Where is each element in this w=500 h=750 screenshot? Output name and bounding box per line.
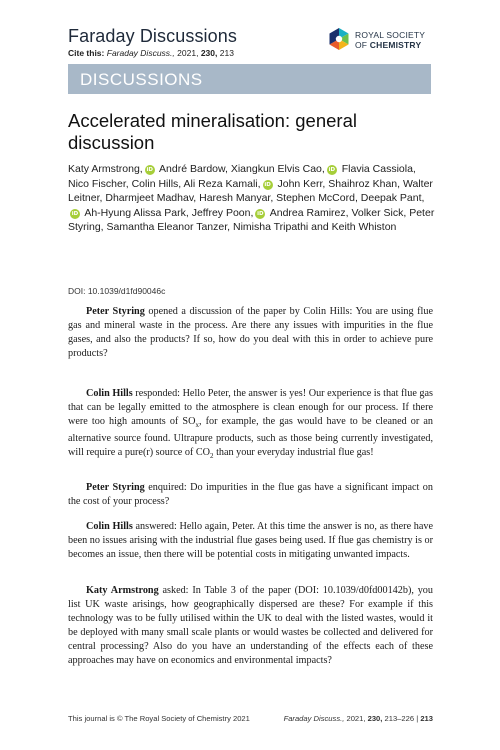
- author-text-2: André Bardow, Xiangkun Elvis Cao,: [159, 163, 325, 175]
- paragraph-text: enquired: Do impurities in the flue gas have a significant impact on the cost of your process?: [68, 482, 433, 508]
- rsc-line1: ROYAL SOCIETY: [355, 30, 426, 40]
- subscript-2: 2: [210, 452, 214, 461]
- banner-label: DISCUSSIONS: [80, 70, 203, 89]
- author-text-6: Andrea Ramirez, Volker Sick, Peter Styring, Samantha Eleanor Tanzer, Nimisha Tripathi and Keith Whiston: [68, 206, 435, 233]
- section-banner: [68, 64, 431, 94]
- citation-line: [68, 48, 234, 58]
- paragraph-2: [68, 387, 433, 464]
- orcid-icon[interactable]: iD: [146, 167, 153, 173]
- speaker-name: Peter Styring: [86, 482, 145, 493]
- author-text-3: Flavia Cassiola, Nico Fischer, Colin Hills, Ali Reza Kamali,: [68, 163, 416, 190]
- author-list: [68, 162, 438, 235]
- paragraph-text-2: , for example, the gas would have to be cleaned or an alternative source found. Ultrapure products, such as those being currently investigated, will require a pure(r) source of CO: [68, 416, 433, 459]
- orcid-icon[interactable]: iD: [71, 210, 79, 217]
- speaker-name: Colin Hills: [86, 388, 133, 399]
- rsc-line2: [355, 40, 425, 50]
- paragraph-3: [68, 481, 433, 509]
- rsc-chemistry: CHEMISTRY: [369, 40, 422, 50]
- author-text-1: Katy Armstrong,: [68, 163, 143, 175]
- cite-volume: 230,: [200, 48, 218, 58]
- speaker-name: Katy Armstrong: [86, 585, 159, 596]
- cite-journal: Faraday Discuss.,: [106, 48, 175, 58]
- paragraph-4: [68, 520, 433, 562]
- footer-separator: |: [416, 714, 419, 723]
- footer-volume: 230,: [367, 714, 383, 723]
- author-text-5: Ah-Hyung Alissa Park, Jeffrey Poon,: [84, 206, 254, 219]
- cite-prefix: Cite this:: [68, 48, 105, 58]
- footer-copyright: This journal is © The Royal Society of Chemistry 2021: [68, 714, 250, 723]
- footer-pages: 213–226: [384, 714, 415, 723]
- rsc-wordmark: [355, 30, 425, 50]
- footer-citation: [284, 714, 433, 723]
- orcid-icon[interactable]: iD: [264, 181, 271, 188]
- orcid-icon[interactable]: iD: [257, 210, 264, 217]
- paragraph-5: [68, 584, 433, 669]
- paragraph-text: opened a discussion of the paper by Colin Hills: You are using flue gas and mineral waste in the process. Are there any issues with impurities in the flue gases, and also the products? If so, how do you deal with this in order to achieve pure products?: [68, 306, 433, 360]
- paragraph-text: answered: Hello again, Peter. At this time the answer is no, as there have been no issues arising with the industrial flue gases being used. If flue gas chemistry is or becomes an issue, then there will be potential costs in mitigating unwanted impacts.: [68, 521, 433, 561]
- orcid-icon[interactable]: iD: [328, 167, 336, 173]
- speaker-name: Peter Styring: [86, 306, 145, 317]
- author-text-4: John Kerr, Shaihroz Khan, Walter Leitner, Dharmjeet Madhav, Haresh Manyar, Stephen McCord, Deepak Pant,: [68, 177, 433, 204]
- paragraph-text: responded: Hello Peter, the answer is yes! Our experience is that flue gas that can be legally emitted to the atmosphere is clean enough for our process. If there were too high amounts of SO: [68, 388, 433, 428]
- speaker-name: Colin Hills: [86, 521, 133, 532]
- page-footer: [68, 714, 433, 723]
- footer-year: 2021,: [346, 714, 366, 723]
- rsc-of: OF: [355, 40, 368, 50]
- article-title: Accelerated mineralisation: general discussion: [68, 110, 357, 153]
- subscript-x: x: [195, 421, 199, 430]
- paragraph-text-3: than your everyday industrial flue gas!: [213, 447, 374, 459]
- cite-pages: 213: [219, 48, 234, 58]
- footer-journal: Faraday Discuss.,: [283, 714, 345, 723]
- footer-page-number: 213: [420, 714, 433, 723]
- journal-title: Faraday Discussions: [68, 26, 237, 46]
- doi-line[interactable]: DOI: 10.1039/d1fd90046c: [68, 286, 166, 296]
- paragraph-text: asked: In Table 3 of the paper (DOI: 10.1039/d0fd00142b), you list UK waste arisings, how geographically dispersed are these? For example if this technology was to be fully utilised within the UK to deal with the listed wastes, would it be deployed with many small scale plants or would wastes be collected and delivered for central processing? Also do you have an understanding of the effects each of these approaches may have on economics and environmental impacts?: [68, 585, 433, 667]
- paragraph-1: [68, 305, 433, 361]
- cite-year: 2021,: [177, 48, 199, 58]
